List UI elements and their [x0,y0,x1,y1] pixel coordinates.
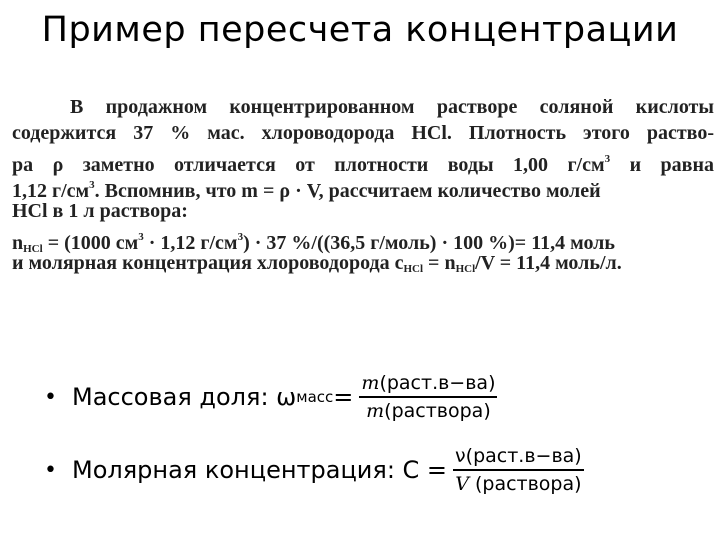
bullet-molar-concentration [44,445,584,495]
paragraph-line-1: В продажном концентрированном растворе соляной кислоты [70,96,714,118]
paragraph-line-2: содержится 37 % мас. хлороводорода HCl. Плотность этого раство- [12,122,714,144]
fraction-numerator [453,445,584,469]
superscript: 3 [237,231,244,243]
example-paragraph [12,94,714,276]
subscript: HCl [23,243,43,255]
denominator-text: (раствора) [384,400,491,422]
numerator-text: (раст.в−ва) [465,445,582,467]
superscript: 3 [138,231,144,243]
superscript: 3 [604,153,611,165]
paragraph-line-4-text-a: 1,12 г/см [12,180,90,202]
bullet-marker: • [44,457,57,483]
bullet-mass-fraction [44,372,497,422]
formula-part-c: ) · 37 %/((36,5 г/моль) · 100 %)= 11,4 моль [243,232,615,254]
paragraph-line-7-text-c: /V = 11,4 моль/л. [475,252,622,274]
bullet-label: Молярная концентрация: С = [72,456,448,484]
molar-concentration-formula [453,445,584,495]
paragraph-line-7 [12,250,714,276]
denominator-variable: V [455,473,469,495]
formula-part-b: · 1,12 г/см [143,232,238,254]
paragraph-line-3-text-a: ра ρ заметно отличается от плотности воды 1,00 г/см [12,154,605,176]
bullet-marker: • [44,384,57,410]
superscript: 3 [89,179,95,191]
paragraph-line-3 [12,146,714,176]
bullet-label: Массовая доля: ω [72,383,297,411]
subscript: HCl [455,263,476,275]
paragraph-line-4 [12,172,714,202]
paragraph-line-4-text-b: . Вспомнив, что m = ρ · V, рассчитаем количество молей [94,180,601,202]
denominator-text: (раствора) [468,473,582,495]
fraction-denominator [453,471,583,495]
numerator-variable: ν [455,445,466,467]
paragraph-line-3-text-b: и равна [610,154,714,176]
paragraph-line-7-text-b: = n [423,252,456,274]
paragraph-line-5: HCl в 1 л раствора: [12,200,188,222]
mole-symbol: n [12,232,24,254]
equals-sign: = [333,383,354,411]
fraction-numerator [359,372,497,396]
label-subscript: масс [296,388,334,406]
slide-title: Пример пересчета концентрации [41,10,679,50]
denominator-variable: m [366,400,385,422]
paragraph-line-6-formula [12,224,714,255]
numerator-variable: m [361,372,380,394]
paragraph-line-7-text-a: и молярная концентрация хлороводорода c [12,252,404,274]
fraction-denominator [364,398,493,422]
numerator-text: (раст.в−ва) [379,372,496,394]
formula-part-a: = (1000 см [42,232,139,254]
mass-fraction-formula [359,372,497,422]
subscript: HCl [403,263,424,275]
